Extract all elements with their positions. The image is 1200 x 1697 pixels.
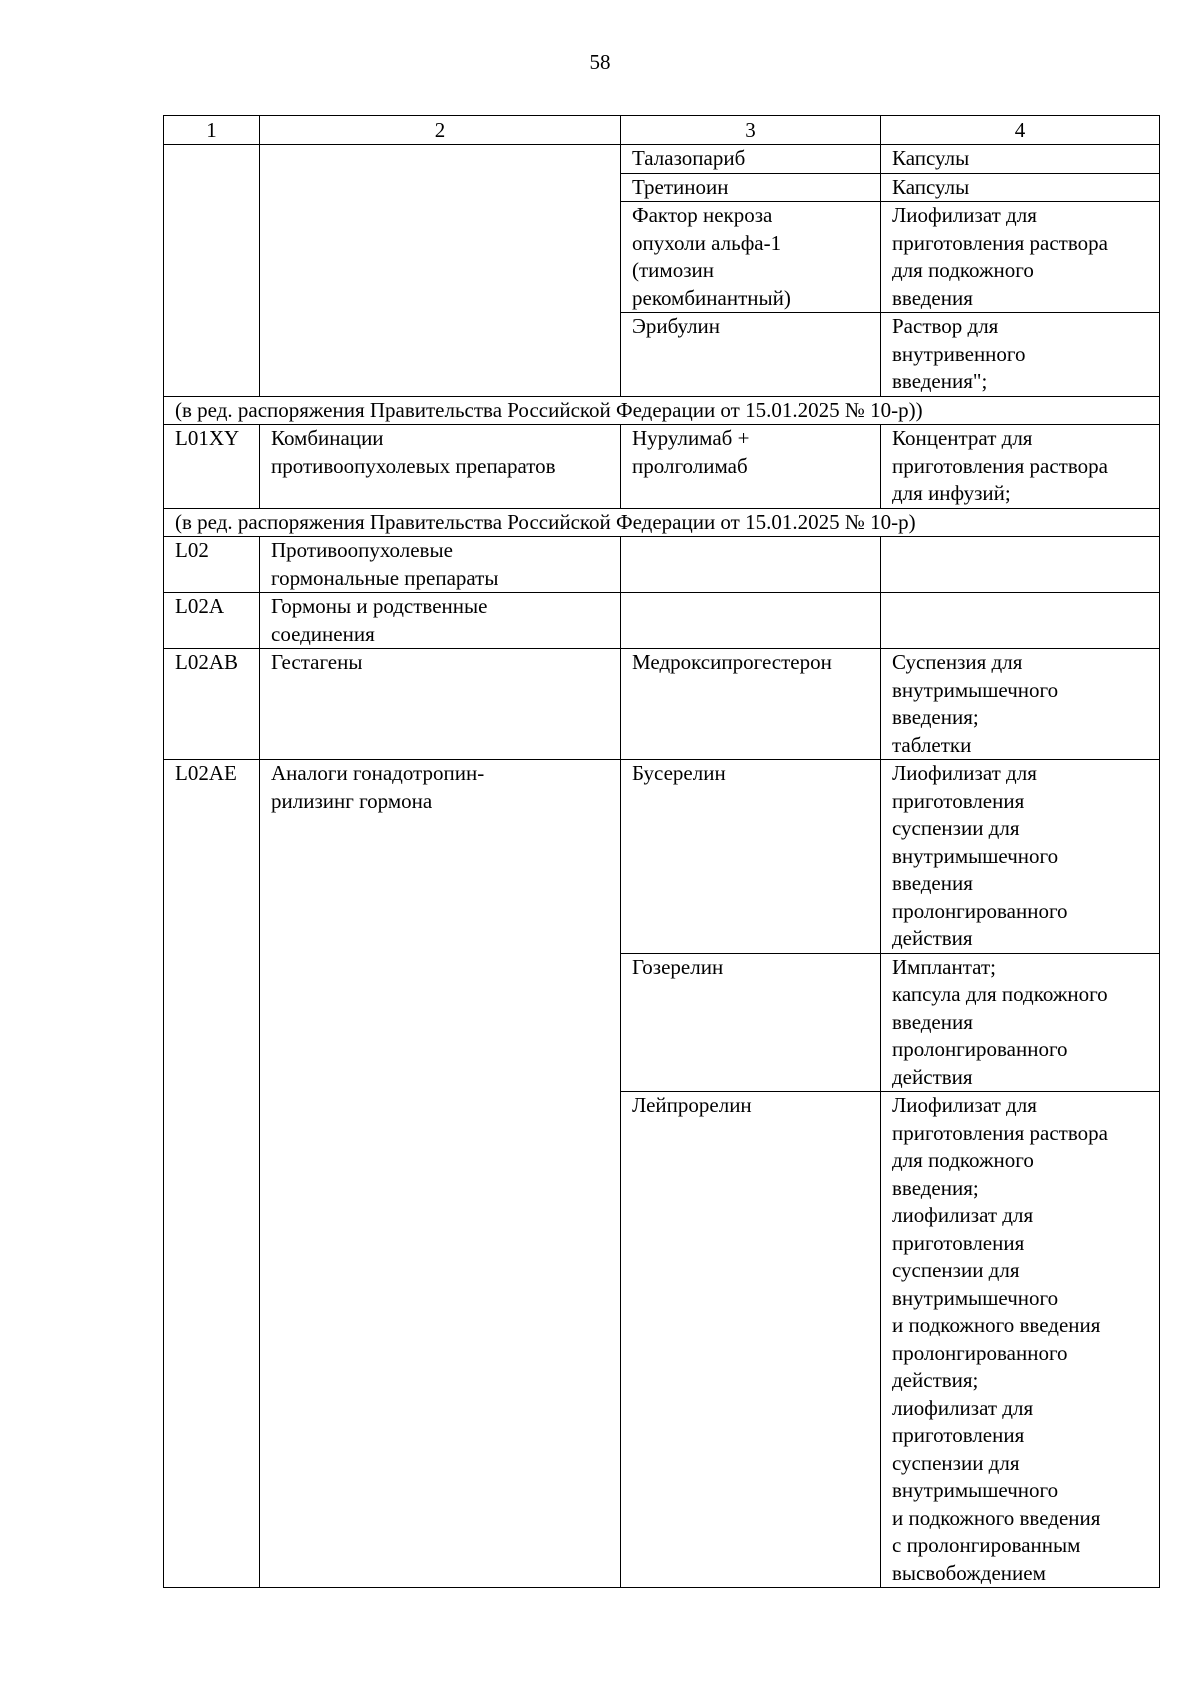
drug-name-cell: Медроксипрогестерон	[621, 649, 881, 760]
dosage-form-cell: Лиофилизат для приготовления суспензии для внутримышечного введения пролонгированного действия	[881, 760, 1160, 954]
dosage-form-cell	[881, 593, 1160, 649]
column-header: 2	[260, 116, 621, 145]
table-row	[164, 145, 1160, 174]
dosage-form-cell	[881, 537, 1160, 593]
drug-name-cell	[621, 593, 881, 649]
drug-name-cell: Фактор некроза опухоли альфа-1 (тимозин рекомбинантный)	[621, 202, 881, 313]
column-header: 3	[621, 116, 881, 145]
group-cell: Гормоны и родственные соединения	[260, 593, 621, 649]
dosage-form-cell: Концентрат для приготовления раствора для инфузий;	[881, 425, 1160, 509]
group-cell: Комбинации противоопухолевых препаратов	[260, 425, 621, 509]
table-row	[164, 760, 1160, 954]
drug-table	[163, 115, 1160, 1588]
group-cell	[260, 145, 621, 397]
dosage-form-cell: Лиофилизат для приготовления раствора для подкожного введения; лиофилизат для приготовления суспензии для внутримышечного и подкожного введения пролонгированного действия; лиофилизат для приготовления суспензии для внутримышечного и подкожного введения с пролонгированным высвобождением	[881, 1092, 1160, 1588]
amendment-note-row	[164, 396, 1160, 425]
drug-name-cell: Третиноин	[621, 173, 881, 202]
group-cell: Гестагены	[260, 649, 621, 760]
drug-name-cell: Гозерелин	[621, 953, 881, 1092]
code-cell: L02A	[164, 593, 260, 649]
drug-name-cell: Нурулимаб + пролголимаб	[621, 425, 881, 509]
dosage-form-cell: Капсулы	[881, 173, 1160, 202]
code-cell: L01XY	[164, 425, 260, 509]
dosage-form-cell: Суспензия для внутримышечного введения; таблетки	[881, 649, 1160, 760]
table-row	[164, 537, 1160, 593]
drug-name-cell: Эрибулин	[621, 313, 881, 397]
drug-name-cell: Бусерелин	[621, 760, 881, 954]
code-cell: L02	[164, 537, 260, 593]
drug-name-cell: Талазопариб	[621, 145, 881, 174]
group-cell: Противоопухолевые гормональные препараты	[260, 537, 621, 593]
amendment-note-row	[164, 508, 1160, 537]
table-row	[164, 425, 1160, 509]
dosage-form-cell: Капсулы	[881, 145, 1160, 174]
drug-name-cell: Лейпрорелин	[621, 1092, 881, 1588]
table-row	[164, 593, 1160, 649]
code-cell: L02AB	[164, 649, 260, 760]
dosage-form-cell: Лиофилизат для приготовления раствора для подкожного введения	[881, 202, 1160, 313]
code-cell: L02AE	[164, 760, 260, 1588]
code-cell	[164, 145, 260, 397]
group-cell: Аналоги гонадотропин- рилизинг гормона	[260, 760, 621, 1588]
column-header: 4	[881, 116, 1160, 145]
amendment-note: (в ред. распоряжения Правительства Российской Федерации от 15.01.2025 № 10-р))	[164, 396, 1160, 425]
header-row	[164, 116, 1160, 145]
dosage-form-cell: Раствор для внутривенного введения";	[881, 313, 1160, 397]
drug-name-cell	[621, 537, 881, 593]
table-row	[164, 649, 1160, 760]
dosage-form-cell: Имплантат; капсула для подкожного введения пролонгированного действия	[881, 953, 1160, 1092]
column-header: 1	[164, 116, 260, 145]
amendment-note: (в ред. распоряжения Правительства Российской Федерации от 15.01.2025 № 10-р)	[164, 508, 1160, 537]
page-number: 58	[589, 50, 611, 74]
